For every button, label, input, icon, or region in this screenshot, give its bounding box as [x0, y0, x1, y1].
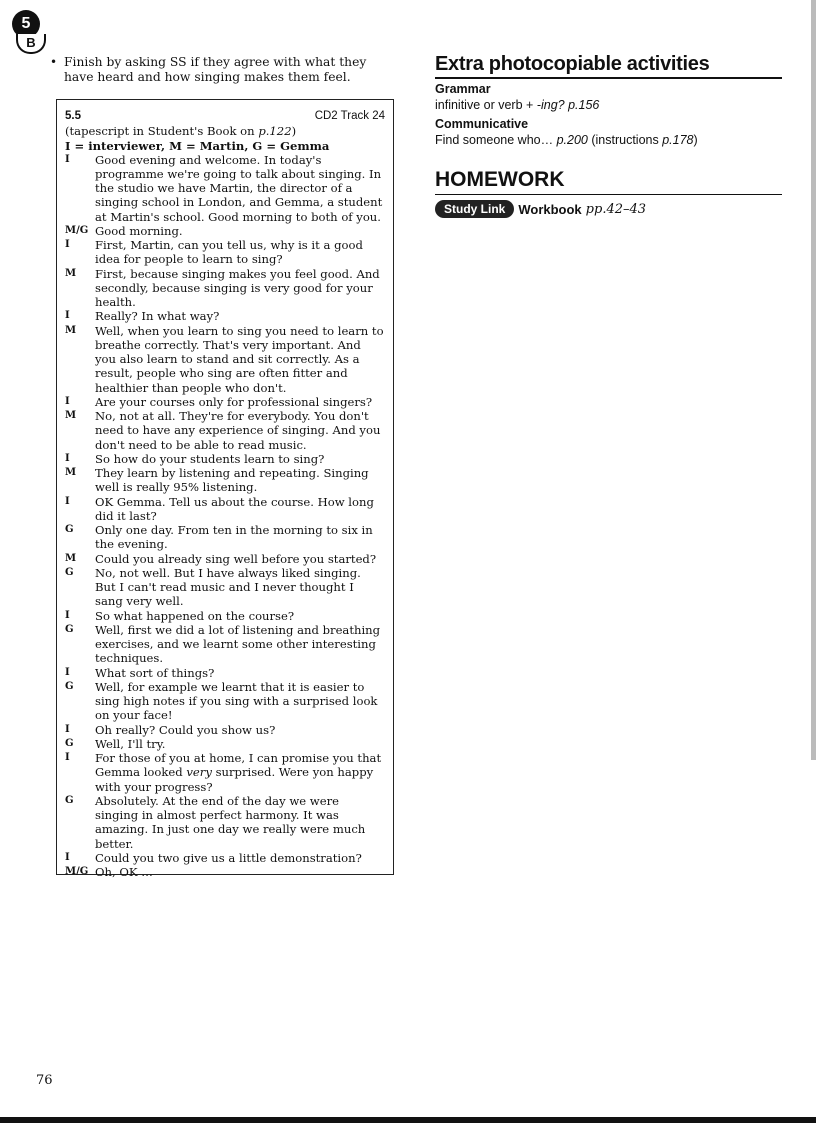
- speaker-label: I: [65, 495, 70, 507]
- transcript-lines: [65, 153, 385, 880]
- line-text: [95, 751, 385, 794]
- page-number: 76: [36, 1073, 53, 1088]
- speaker-label: G: [65, 623, 74, 635]
- unit-number: 5: [12, 10, 40, 38]
- speaker-label: G: [65, 680, 74, 692]
- comm-close: ): [693, 133, 698, 147]
- line-text: First, because singing makes you feel good. And secondly, because singing is very good for your health.: [95, 266, 380, 309]
- transcript-line: [65, 552, 385, 566]
- source-prefix: (tapescript in Student's Book on: [65, 124, 259, 138]
- grammar-text: [435, 97, 782, 114]
- grammar-desc: infinitive or verb +: [435, 98, 537, 112]
- speaker-label: G: [65, 566, 74, 578]
- workbook-label: Workbook: [518, 201, 582, 217]
- speaker-label: G: [65, 737, 74, 749]
- track-label: CD2 Track 24: [314, 110, 385, 122]
- transcript-line: [65, 666, 385, 680]
- speaker-label: G: [65, 794, 74, 806]
- source-suffix: ): [291, 124, 297, 138]
- line-text: Good evening and welcome. In today's programme we're going to talk about singing. In the studio we have Martin, the director of a singing school in London, and Gemma, a student at Martin's school. Good morning to both of you.: [95, 152, 383, 224]
- bullet-icon: •: [50, 55, 58, 69]
- line-text: Are your courses only for professional singers?: [95, 394, 373, 409]
- grammar-heading: Grammar: [435, 82, 491, 96]
- transcript-line: [65, 309, 385, 323]
- transcript-line: [65, 609, 385, 623]
- speaker-label: I: [65, 153, 70, 165]
- transcript-line: [65, 737, 385, 751]
- speaker-label: M: [65, 324, 77, 336]
- transcript-line: [65, 452, 385, 466]
- transcript-line: [65, 723, 385, 737]
- page-edge-shadow: [811, 0, 816, 760]
- communicative-heading: Communicative: [435, 117, 529, 131]
- tapescript-header: [65, 110, 385, 122]
- transcript-line: [65, 566, 385, 609]
- speaker-label: I: [65, 609, 70, 621]
- line-text-emphasis: very: [186, 765, 212, 780]
- line-text: Absolutely. At the end of the day we were singing in almost perfect harmony. It was amazing. In just one day we really were much better.: [95, 793, 366, 851]
- transcript-line: [65, 238, 385, 267]
- line-text: First, Martin, can you tell us, why is it a good idea for people to learn to sing?: [95, 238, 363, 267]
- line-text: So how do your students learn to sing?: [95, 451, 325, 466]
- line-text: They learn by listening and repeating. Singing well is really 95% listening.: [95, 466, 369, 495]
- line-text: No, not at all. They're for everybody. You don't need to have any experience of singing. And you don't need to be able to read music.: [95, 409, 381, 452]
- line-text: Oh really? Could you show us?: [95, 722, 276, 737]
- transcript-line: [65, 267, 385, 310]
- line-text: No, not well. But I have always liked singing. But I can't read music and I never thought I sang very well.: [95, 565, 361, 609]
- intro-instruction: [50, 55, 395, 85]
- homework-row: [435, 200, 782, 218]
- transcript-line: [65, 495, 385, 524]
- line-text: Oh, OK …: [95, 865, 153, 879]
- line-text: Could you two give us a little demonstration?: [95, 850, 362, 865]
- transcript-line: [65, 523, 385, 552]
- speaker-label: M: [65, 552, 77, 564]
- speaker-label: G: [65, 524, 74, 535]
- communicative-text: [435, 132, 782, 149]
- unit-letter: B: [16, 34, 46, 54]
- speaker-label: M/G: [65, 224, 89, 236]
- transcript-line: [65, 680, 385, 723]
- transcript-line: [65, 153, 385, 224]
- speaker-label: M: [65, 410, 77, 421]
- speaker-label: I: [65, 395, 70, 407]
- speaker-label: M/G: [65, 866, 89, 877]
- transcript-line: [65, 409, 385, 452]
- transcript-line: [65, 751, 385, 794]
- homework-title: HOMEWORK: [435, 167, 782, 195]
- line-text-pre: For those of you at home, I can promise you that Gemma looked: [95, 751, 382, 780]
- speaker-label: I: [65, 310, 70, 322]
- speaker-label: I: [65, 723, 70, 735]
- transcript-line: [65, 851, 385, 865]
- comm-instr: (instructions: [587, 133, 663, 147]
- line-text: Well, first we did a lot of listening and breathing exercises, and we learnt some other interesting techniques.: [95, 622, 381, 666]
- speaker-label: M: [65, 267, 77, 279]
- transcript-line: [65, 865, 385, 879]
- speaker-label: M: [65, 467, 77, 478]
- transcript-line: [65, 224, 385, 238]
- line-text: Good morning.: [95, 223, 183, 238]
- line-text: What sort of things?: [95, 665, 215, 680]
- transcript-line: [65, 794, 385, 851]
- line-text: Only one day. From ten in the morning to six in the evening.: [95, 523, 373, 552]
- speaker-label: I: [65, 752, 70, 763]
- intro-text: Finish by asking SS if they agree with what they have heard and how singing makes them feel.: [64, 55, 367, 84]
- line-text: So what happened on the course?: [95, 608, 295, 623]
- speaker-label: I: [65, 239, 70, 250]
- page-bottom-edge: [0, 1117, 816, 1123]
- right-column: [435, 52, 782, 218]
- workbook-pages: pp.42–43: [585, 201, 647, 217]
- transcript-line: [65, 395, 385, 409]
- tapescript-box: [56, 99, 394, 879]
- line-text: Well, when you learn to sing you need to learn to breathe correctly. That's very important. And you also learn to stand and sit correctly. As a result, people who sing are often fitter and healthier than people who don't.: [95, 323, 384, 395]
- speaker-label: I: [65, 666, 70, 678]
- transcript-line: [65, 324, 385, 395]
- speaker-label: I: [65, 851, 70, 863]
- line-text: OK Gemma. Tell us about the course. How long did it last?: [95, 494, 374, 523]
- comm-page: p.200: [556, 133, 588, 147]
- tapescript-source: [65, 124, 385, 139]
- transcript-line: [65, 623, 385, 666]
- source-page: p.122: [258, 124, 292, 138]
- unit-badge: [12, 10, 46, 52]
- line-text: Really? In what way?: [95, 309, 220, 324]
- line-text: Could you already sing well before you started?: [95, 551, 377, 566]
- line-text: Well, for example we learnt that it is easier to sing high notes if you sing with a surprised look on your face!: [95, 679, 378, 723]
- line-text-post: surprised. Were yon happy with your progress?: [95, 765, 374, 794]
- track-id: 5.5: [65, 110, 81, 122]
- speaker-key: I = interviewer, M = Martin, G = Gemma: [65, 138, 330, 153]
- study-link-badge: Study Link: [435, 200, 514, 218]
- comm-desc: Find someone who…: [435, 133, 557, 147]
- line-text: Well, I'll try.: [95, 736, 166, 751]
- transcript-line: [65, 466, 385, 495]
- comm-instr-page: p.178: [662, 133, 694, 147]
- speaker-label: I: [65, 452, 70, 464]
- extra-activities-title: Extra photocopiable activities: [435, 52, 782, 79]
- grammar-ref: -ing? p.156: [536, 98, 600, 112]
